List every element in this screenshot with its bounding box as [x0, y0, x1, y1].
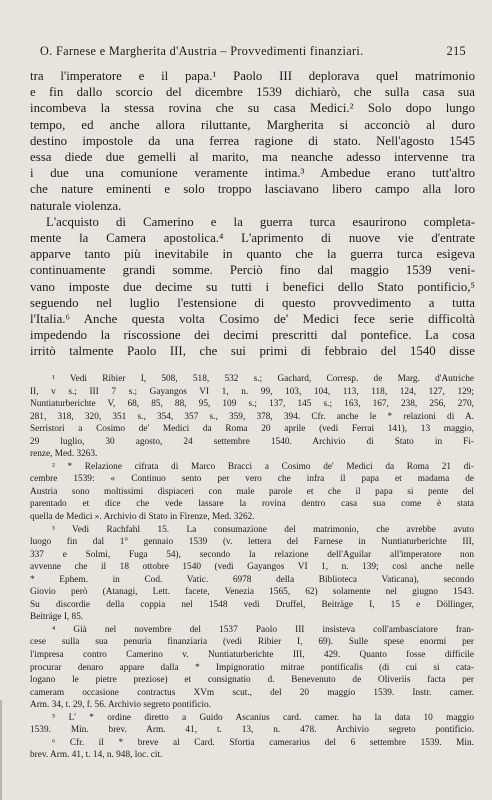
main-text	[30, 68, 475, 360]
footnote-line: * Ephem. in Cod. Vatic. 6978 della Biblioteca Vaticana), secondo	[30, 574, 474, 585]
footnote-line: ⁴ Già nel novembre del 1537 Paolo III insisteva coll'ambasciatore fran-	[52, 624, 474, 635]
footnote-line: 29 luglio, 30 agosto, 24 settembre 1540. Archivio di Stato in Fi-	[30, 436, 474, 447]
footnote-line: luogo fin dal 1° gennaio 1539 (v. lettera del Farnese in Nuntiaturberichte III,	[30, 537, 474, 548]
footnote-line: ² * Relazione cifrata di Marco Bracci a Cosimo de' Medici da Roma 21 di-	[52, 461, 474, 472]
footnote-line: 1539. Min. brev. Arm. 41, t. 13, n. 478. Archivio segreto pontificio.	[30, 725, 474, 736]
footnote-line: parentado et dice che vede lassare la rovina dentro casa sua come è stata	[30, 499, 474, 510]
text-line: continuamente grandi somme. Perciò fino dal maggio 1539 veni-	[30, 263, 475, 278]
footnote-line: Austria sono moltissimi dispiaceri con male parole et che il papa si pente del	[30, 486, 474, 497]
footnote-line: II, v s.; III 7 s.; Gayangos VI 1, n. 99, 103, 104, 113, 118, 124, 127, 129;	[30, 386, 474, 397]
text-line: apparve tanto più inevitabile in quanto che la guerra turca esigeva	[30, 247, 475, 262]
footnotes	[30, 373, 474, 762]
text-line: incombeva la stessa rovina che su casa Medici.² Solo dopo lungo	[30, 101, 475, 116]
footnote-line: Giovio però (Atanagi, Lett. facete, Venezia 1565, 62) solamente nel giugno 1543.	[30, 587, 474, 598]
text-line: e fin dallo scorcio del dicembre 1539 dichiarò, che sulla casa sua	[30, 85, 475, 100]
text-line: mente la Camera apostolica.⁴ L'aprimento di nuove vie d'entrate	[30, 231, 475, 246]
footnote-line: Nuntiaturberichte V, 68, 85, 88, 95, 109 s.; 137, 145 s.; 163, 167, 238, 256, 270,	[30, 399, 474, 410]
text-line: naturale violenza.	[30, 198, 122, 213]
footnote-line: 281, 318, 320, 351 s., 354, 357 s., 359, 378, 394. Cfr. anche le * relazioni di A.	[30, 411, 474, 422]
footnote-line: avvenne che il 18 ottobre 1540 (vedi Gayangos VI 1, n. 139; così anche nelle	[30, 562, 474, 573]
footnote-line: 337 e Solmi, Fuga 54), secondo la relazione dell'Aguilar all'imperatore non	[30, 549, 474, 560]
text-line: tempo, ed anche allora riluttante, Margherita si acconciò al duro	[30, 117, 475, 132]
text-line: l'Italia.⁶ Anche questa volta Cosimo de' Medici fece serie difficoltà	[30, 312, 475, 327]
page-edge-mark	[0, 700, 2, 800]
footnote-line: quella de Medici ». Archivio di Stato in Firenze, Med. 3262.	[30, 512, 255, 523]
footnote-line: procurar denaro appare dalla * Impignoratio mitrae pontificalis (di cui si cata-	[30, 662, 474, 673]
footnote-line: brev. Arm. 41, t. 14, n. 948, loc. cit.	[30, 750, 163, 761]
footnote-line: ⁶ Cfr. il * breve al Card. Sfortia camerarius del 6 settembre 1539. Min.	[52, 737, 474, 748]
text-line: vano imposte due decime su tutti i benefici dello Stato pontificio,⁵	[30, 279, 475, 294]
running-title: O. Farnese e Margherita d'Austria – Provvedimenti finanziari.	[40, 44, 364, 58]
running-header	[30, 44, 466, 59]
text-line: impedendo la riscossione dei decimi prescritti dal pontefice. La cosa	[30, 328, 475, 343]
footnote-line: renze, Med. 3263.	[30, 449, 98, 460]
text-line: essa diede due gemelli al marito, ma neanche adesso intervenne tra	[30, 150, 475, 165]
text-line: irritò talmente Paolo III, che sui primi di febbraio del 1540 disse	[30, 344, 475, 359]
text-line: i due una comunione veramente intima.³ Ambedue erano tutt'altro	[30, 166, 475, 181]
footnote-line: cembre 1539: « Continuo sento per vero che infra il papa et madama de	[30, 474, 474, 485]
footnote-line: Beiträge I, 85.	[30, 612, 84, 623]
footnote-line: Arm. 34, t. 29, f. 56. Archivio segreto pontificio.	[30, 700, 212, 711]
footnote-line: l'impresa contro Camerino v. Nuntiaturberichte III, 429. Quanto fosse difficile	[30, 650, 474, 661]
text-line: che nature eminenti e solo troppo lasciavano libero campo alla loro	[30, 182, 475, 197]
footnote-line: Serristori a Cosimo de' Medici da Roma 20 aprile (vedi Ferrai 141), 13 maggio,	[30, 424, 474, 435]
text-line: L'acquisto di Camerino e la guerra turca esaurirono completa-	[46, 214, 475, 229]
footnote-line: ¹ Vedi Ribier I, 508, 518, 532 s.; Gachard, Corresp. de Marg. d'Autriche	[52, 374, 474, 384]
text-line: seguendo nel luglio l'estensione di questo provvedimento a tutta	[30, 295, 475, 310]
footnote-line: cameram occasione contractus XVm scut., del 20 maggio 1539. Instr. camer.	[30, 687, 474, 698]
footnote-line: ⁵ L' * ordine diretto a Guido Ascanius card. camer. ha la data 10 maggio	[52, 712, 474, 723]
footnote-line: cese sulla sua penuria finanziaria (vedi Ribier I, 69). Sulle spese enormi per	[30, 637, 474, 648]
text-line: tra l'imperatore e il papa.¹ Paolo III deplorava quel matrimonio	[30, 69, 475, 83]
page-number: 215	[446, 44, 466, 58]
footnote-line: Su discordie della coppia nel 1548 vedi Druffel, Beiträge I, 15 e Döllinger,	[30, 599, 474, 610]
text-line: destino impostole da una ferrea ragione di stato. Nell'agosto 1545	[30, 133, 475, 148]
footnote-line: ³ Vedi Rachfahl 15. La consumazione del matrimonio, che avrebbe avuto	[52, 524, 474, 535]
footnote-line: logano le pietre preziose) et consignatio d. Benevenuto de Oliveriis facta per	[30, 675, 474, 686]
